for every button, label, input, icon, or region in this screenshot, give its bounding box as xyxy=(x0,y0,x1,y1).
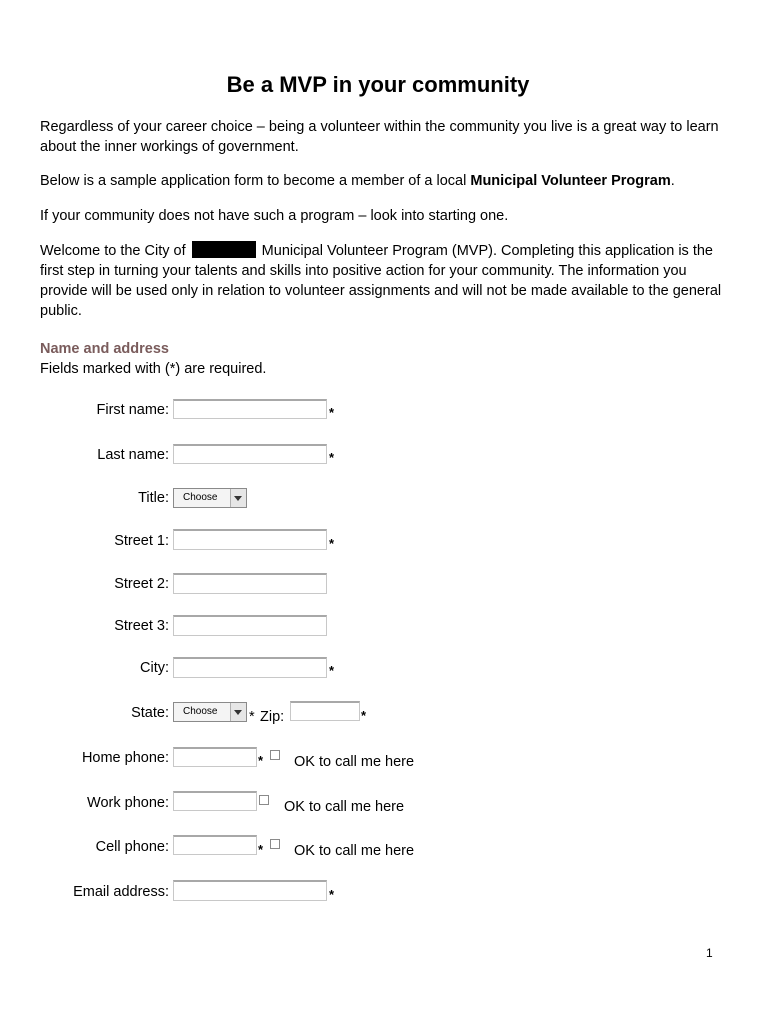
required-mark: * xyxy=(329,536,335,551)
title-label: Title: xyxy=(138,490,169,506)
work-phone-ok-checkbox[interactable] xyxy=(259,795,269,805)
required-mark: * xyxy=(329,887,335,902)
intro-p4-rest: Municipal Volunteer Program (MVP). Completing this application is the first step in turning your talents and skills into positive action for your community. The information you provide will be used only in relation to volunteer assignments and will not be made available to the general public. xyxy=(40,243,722,319)
required-note: Fields marked with (*) are required. xyxy=(40,361,267,377)
zip-label: Zip: xyxy=(260,709,285,725)
intro-paragraph-1: Regardless of your career choice – being a volunteer within the community you live is a great way to learn about the inner workings of government. xyxy=(40,119,719,155)
section-heading: Name and address xyxy=(40,341,169,357)
email-field[interactable] xyxy=(173,880,327,901)
page-title: Be a MVP in your community xyxy=(226,72,530,97)
required-mark: * xyxy=(361,708,367,723)
work-phone-ok-label: OK to call me here xyxy=(284,799,405,815)
street1-label: Street 1: xyxy=(114,533,169,549)
page-number: 1 xyxy=(706,946,713,960)
street3-label: Street 3: xyxy=(114,618,169,634)
home-phone-ok-label: OK to call me here xyxy=(294,754,415,770)
street3-field[interactable] xyxy=(173,615,327,636)
intro-paragraph-3: If your community does not have such a program – look into starting one. xyxy=(40,208,509,224)
intro-paragraph-4 xyxy=(40,241,730,321)
street1-field[interactable] xyxy=(173,529,327,550)
intro-p4-text: Welcome to the City of xyxy=(40,243,186,259)
intro-paragraph-2 xyxy=(40,171,730,191)
street2-label: Street 2: xyxy=(114,576,169,592)
cell-phone-ok-label: OK to call me here xyxy=(294,843,415,859)
last-name-field[interactable] xyxy=(173,444,327,464)
intro-p2-end: . xyxy=(670,173,675,189)
state-select-value: Choose xyxy=(183,706,218,717)
first-name-field[interactable] xyxy=(173,399,327,419)
state-select[interactable] xyxy=(173,702,247,722)
title-select-value: Choose xyxy=(183,492,218,503)
chevron-down-icon[interactable] xyxy=(230,489,246,507)
first-name-label: First name: xyxy=(96,402,169,418)
city-field[interactable] xyxy=(173,657,327,678)
required-mark: * xyxy=(329,405,335,420)
work-phone-label: Work phone: xyxy=(87,795,169,811)
intro-p2-text: Below is a sample application form to become a member of a local xyxy=(40,173,471,189)
redacted-city-name xyxy=(192,241,256,258)
chevron-down-icon[interactable] xyxy=(230,703,246,721)
cell-phone-label: Cell phone: xyxy=(95,839,169,855)
home-phone-label: Home phone: xyxy=(81,750,169,766)
email-label: Email address: xyxy=(73,884,169,900)
last-name-label: Last name: xyxy=(97,447,169,463)
state-required-mark: * xyxy=(249,709,255,725)
work-phone-field[interactable] xyxy=(173,791,257,811)
program-name: Municipal Volunteer Program xyxy=(470,173,671,189)
street2-field[interactable] xyxy=(173,573,327,594)
required-mark: * xyxy=(329,663,335,678)
required-mark: * xyxy=(258,753,264,768)
home-phone-ok-checkbox[interactable] xyxy=(270,750,280,760)
zip-field[interactable] xyxy=(290,701,360,721)
city-label: City: xyxy=(140,660,169,676)
required-mark: * xyxy=(258,842,264,857)
title-select[interactable] xyxy=(173,488,247,508)
required-mark: * xyxy=(329,450,335,465)
cell-phone-field[interactable] xyxy=(173,835,257,855)
state-label: State: xyxy=(131,705,169,721)
home-phone-field[interactable] xyxy=(173,747,257,767)
cell-phone-ok-checkbox[interactable] xyxy=(270,839,280,849)
